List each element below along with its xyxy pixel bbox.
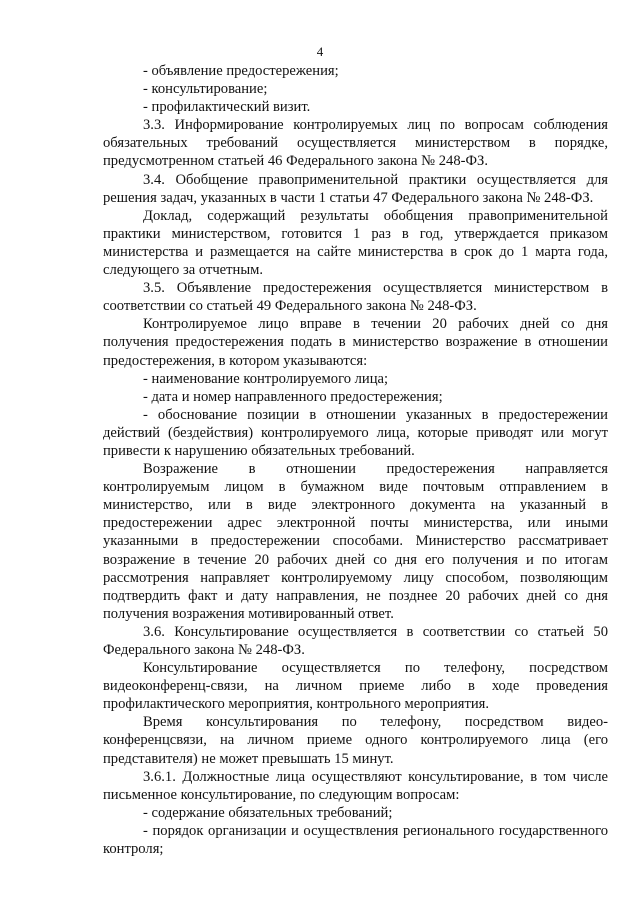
document-body xyxy=(103,62,608,858)
section-3-3-paragraph: 3.3. Информирование контролируемых лиц по вопросам соблюдения обязательных требований осуществляется министерством в порядке, предусмотренном статьей 46 Федерального закона № 248-ФЗ. xyxy=(103,117,608,170)
section-3-5-paragraph: 3.5. Объявление предостережения осуществляется министерством в соответствии со статьей 49 Федерального закона № 248-ФЗ. xyxy=(103,280,608,315)
section-3-4-paragraph: 3.4. Обобщение правоприменительной практики осуществляется для решения задач, указанных в части 1 статьи 47 Федерального закона № 248-ФЗ. xyxy=(103,171,608,206)
list-item-justification: - обоснование позиции в отношении указанных в предостережении действий (бездействия) контролируемого лица, которые приводят или могут привести к нарушению обязательных требований. xyxy=(103,406,608,459)
list-item-warning: - объявление предостережения; xyxy=(143,63,339,79)
list-item-control-procedure: - порядок организации и осуществления регионального государственного контроля; xyxy=(103,822,608,858)
list-item-consulting: - консультирование; xyxy=(143,81,268,98)
list-item-preventive-visit: - профилактический визит. xyxy=(143,99,311,116)
report-paragraph: Доклад, содержащий результаты обобщения правоприменительной практики министерством, готовится 1 раз в год, утверждается приказом министерства и размещается на сайте министерства в срок до 1 марта года, следующего за отчетным. xyxy=(103,207,608,279)
consulting-methods-paragraph: Консультирование осуществляется по телефону, посредством видеоконференц-связи, на личном приеме либо в ходе проведения профилактического мероприятия, контрольного мероприятия. xyxy=(103,660,608,713)
list-item-controlled-person-name: - наименование контролируемого лица; xyxy=(143,370,389,387)
objection-procedure-paragraph: Возражение в отношении предостережения направляется контролируемым лицом в бумажном виде почтовым отправлением в министерство, или в виде электронного документа на указанный в предостережении адрес электронной почты министерства, или иными указанными в предостережении способами. Министерство рассматривает возражение в течение 20 рабочих дней со дня его получения и по итогам рассмотрения направляет контролируемому лицу способом, позволяющим подтвердить факт и дату направления, не позднее 20 рабочих дней со дня получения возражения мотивированный ответ. xyxy=(103,461,608,622)
list-item-mandatory-requirements: - содержание обязательных требований; xyxy=(143,804,393,821)
list-item-warning-date-number: - дата и номер направленного предостережения; xyxy=(143,388,443,405)
objection-right-paragraph: Контролируемое лицо вправе в течении 20 рабочих дней со дня получения предостережения подать в министерство возражение в отношении предостережения, в котором указываются: xyxy=(103,316,608,369)
consulting-time-paragraph: Время консультирования по телефону, посредством видео-конференцсвязи, на личном приеме одного контролируемого лица (его представителя) не может превышать 15 минут. xyxy=(103,714,608,767)
section-3-6-1-paragraph: 3.6.1. Должностные лица осуществляют консультирование, в том числе письменное консультирование, по следующим вопросам: xyxy=(103,768,608,803)
page-number: 4 xyxy=(316,44,324,59)
section-3-6-paragraph: 3.6. Консультирование осуществляется в соответствии со статьей 50 Федерального закона № 248-ФЗ. xyxy=(103,623,608,658)
